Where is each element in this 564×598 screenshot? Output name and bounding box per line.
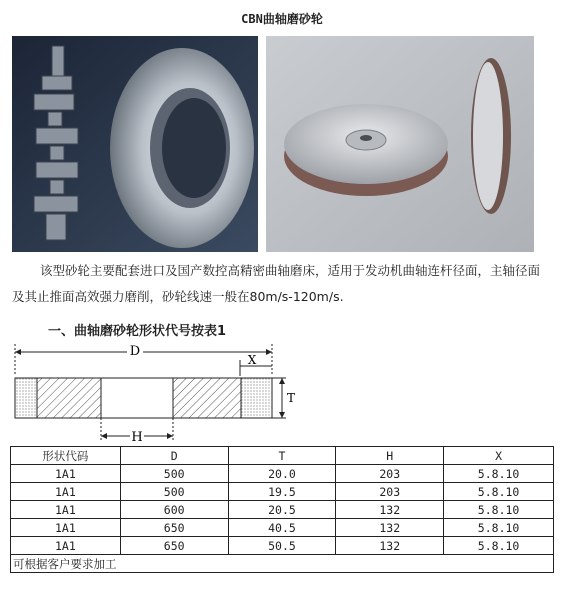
cell-d: 600 bbox=[120, 501, 228, 519]
cell-shape-code: 1A1 bbox=[11, 465, 121, 483]
header-t: T bbox=[228, 447, 336, 465]
grinding-wheels-photo bbox=[266, 36, 534, 252]
table-row bbox=[11, 537, 554, 555]
cell-shape-code: 1A1 bbox=[11, 537, 121, 555]
cell-t: 20.5 bbox=[228, 501, 336, 519]
table-note: 可根据客户要求加工 bbox=[11, 555, 554, 573]
spec-table bbox=[10, 446, 554, 573]
cell-d: 650 bbox=[120, 519, 228, 537]
cell-d: 650 bbox=[120, 537, 228, 555]
cell-x: 5.8.10 bbox=[444, 465, 554, 483]
cell-x: 5.8.10 bbox=[444, 519, 554, 537]
wheel-dimension-diagram bbox=[10, 342, 300, 446]
cell-shape-code: 1A1 bbox=[11, 501, 121, 519]
dim-label-d: D bbox=[129, 344, 141, 359]
cell-x: 5.8.10 bbox=[444, 483, 554, 501]
crankshaft-wheel-photo bbox=[12, 36, 258, 252]
dim-label-h: H bbox=[131, 430, 143, 445]
dim-label-t: T bbox=[286, 391, 296, 405]
cell-shape-code: 1A1 bbox=[11, 483, 121, 501]
table-note-row bbox=[11, 555, 554, 573]
cell-t: 19.5 bbox=[228, 483, 336, 501]
cell-x: 5.8.10 bbox=[444, 537, 554, 555]
product-description: 该型砂轮主要配套进口及国产数控高精密曲轴磨床，适用于发动机曲轴连杆径面，主轴径面及其止推面高效强力磨削，砂轮线速一般在80m/s-120m/s. bbox=[12, 263, 541, 304]
table-header-row bbox=[11, 447, 554, 465]
cell-h: 132 bbox=[336, 537, 444, 555]
header-d: D bbox=[120, 447, 228, 465]
section-title: 一、曲轴磨砂轮形状代号按表1 bbox=[48, 324, 227, 339]
header-h: H bbox=[336, 447, 444, 465]
cell-h: 203 bbox=[336, 483, 444, 501]
cell-h: 132 bbox=[336, 501, 444, 519]
table-row bbox=[11, 483, 554, 501]
cell-t: 40.5 bbox=[228, 519, 336, 537]
cell-d: 500 bbox=[120, 483, 228, 501]
cell-shape-code: 1A1 bbox=[11, 519, 121, 537]
cell-t: 50.5 bbox=[228, 537, 336, 555]
cell-d: 500 bbox=[120, 465, 228, 483]
table-row bbox=[11, 501, 554, 519]
cell-h: 203 bbox=[336, 465, 444, 483]
cell-h: 132 bbox=[336, 519, 444, 537]
cell-x: 5.8.10 bbox=[444, 501, 554, 519]
dim-label-x: X bbox=[247, 353, 257, 367]
table-row bbox=[11, 519, 554, 537]
header-shape-code: 形状代码 bbox=[11, 447, 121, 465]
cell-t: 20.0 bbox=[228, 465, 336, 483]
page-title: CBN曲轴磨砂轮 bbox=[241, 12, 323, 26]
header-x: X bbox=[444, 447, 554, 465]
table-row bbox=[11, 465, 554, 483]
